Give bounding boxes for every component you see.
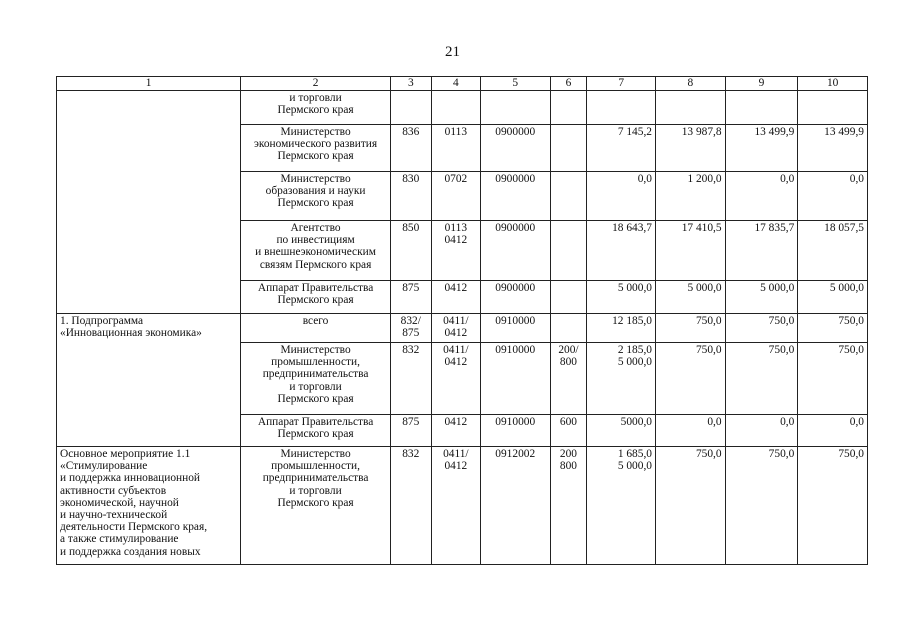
header-cell: 5 (480, 77, 550, 91)
cell-col9: 0,0 (725, 415, 798, 447)
cell-col3: 832 (390, 447, 431, 565)
cell-col3: 830 (390, 172, 431, 221)
executor-cell: всего (241, 314, 391, 343)
cell-col8: 750,0 (655, 447, 725, 565)
cell-col7: 2 185,0 5 000,0 (587, 343, 656, 415)
cell-col3: 836 (390, 125, 431, 172)
cell-col10: 750,0 (798, 314, 868, 343)
cell-col7: 5000,0 (587, 415, 656, 447)
cell-col8: 1 200,0 (655, 172, 725, 221)
cell-col8: 5 000,0 (655, 281, 725, 314)
cell-col6 (550, 281, 587, 314)
cell-col10: 750,0 (798, 447, 868, 565)
cell-col10: 750,0 (798, 343, 868, 415)
cell-col9 (725, 91, 798, 125)
cell-col4: 0411/ 0412 (431, 447, 480, 565)
cell-col8 (655, 91, 725, 125)
cell-col4 (431, 91, 480, 125)
table-row (57, 91, 868, 125)
cell-col6 (550, 221, 587, 281)
cell-col9: 750,0 (725, 447, 798, 565)
cell-col5: 0912002 (480, 447, 550, 565)
page-number: 21 (445, 44, 460, 60)
cell-col3: 832 (390, 343, 431, 415)
cell-col10 (798, 91, 868, 125)
header-cell: 2 (241, 77, 391, 91)
cell-col10: 0,0 (798, 415, 868, 447)
cell-col8: 0,0 (655, 415, 725, 447)
cell-col7: 5 000,0 (587, 281, 656, 314)
cell-col8: 750,0 (655, 343, 725, 415)
cell-col5: 0910000 (480, 343, 550, 415)
header-cell: 3 (390, 77, 431, 91)
cell-col6: 200 800 (550, 447, 587, 565)
cell-col6 (550, 91, 587, 125)
header-cell: 1 (57, 77, 241, 91)
cell-col3 (390, 91, 431, 125)
header-cell: 7 (587, 77, 656, 91)
header-cell: 6 (550, 77, 587, 91)
cell-col9: 13 499,9 (725, 125, 798, 172)
cell-col10: 5 000,0 (798, 281, 868, 314)
cell-col9: 17 835,7 (725, 221, 798, 281)
cell-col10: 18 057,5 (798, 221, 868, 281)
executor-cell: Аппарат Правительства Пермского края (241, 415, 391, 447)
header-cell: 9 (725, 77, 798, 91)
cell-col9: 0,0 (725, 172, 798, 221)
cell-col9: 750,0 (725, 314, 798, 343)
cell-col4: 0113 0412 (431, 221, 480, 281)
cell-col7: 7 145,2 (587, 125, 656, 172)
cell-col3: 850 (390, 221, 431, 281)
header-cell: 4 (431, 77, 480, 91)
cell-col3: 875 (390, 281, 431, 314)
cell-col10: 13 499,9 (798, 125, 868, 172)
cell-col7: 12 185,0 (587, 314, 656, 343)
cell-col5: 0900000 (480, 221, 550, 281)
cell-col4: 0702 (431, 172, 480, 221)
cell-col5: 0900000 (480, 172, 550, 221)
cell-col3: 875 (390, 415, 431, 447)
table-row (57, 314, 868, 343)
executor-cell: Агентство по инвестициям и внешнеэкономическим связям Пермского края (241, 221, 391, 281)
table-header-row (57, 77, 868, 91)
cell-col9: 5 000,0 (725, 281, 798, 314)
cell-col8: 13 987,8 (655, 125, 725, 172)
program-cell (57, 91, 241, 314)
cell-col6 (550, 314, 587, 343)
cell-col5: 0910000 (480, 415, 550, 447)
executor-cell: Министерство промышленности, предпринимательства и торговли Пермского края (241, 447, 391, 565)
cell-col8: 750,0 (655, 314, 725, 343)
cell-col3: 832/ 875 (390, 314, 431, 343)
cell-col5: 0900000 (480, 125, 550, 172)
table-row (57, 447, 868, 565)
executor-cell: Аппарат Правительства Пермского края (241, 281, 391, 314)
cell-col5: 0910000 (480, 314, 550, 343)
cell-col7 (587, 91, 656, 125)
cell-col4: 0412 (431, 281, 480, 314)
executor-cell: Министерство промышленности, предпринимательства и торговли Пермского края (241, 343, 391, 415)
cell-col7: 0,0 (587, 172, 656, 221)
budget-table (56, 76, 868, 565)
program-cell: 1. Подпрограмма «Инновационная экономика» (57, 314, 241, 447)
executor-cell: и торговли Пермского края (241, 91, 391, 125)
cell-col4: 0412 (431, 415, 480, 447)
cell-col7: 18 643,7 (587, 221, 656, 281)
header-cell: 10 (798, 77, 868, 91)
cell-col4: 0411/ 0412 (431, 314, 480, 343)
executor-cell: Министерство экономического развития Пермского края (241, 125, 391, 172)
cell-col10: 0,0 (798, 172, 868, 221)
cell-col9: 750,0 (725, 343, 798, 415)
program-cell: Основное мероприятие 1.1 «Стимулирование и поддержка инновационной активности субъектов экономической, научной и научно-технической деятельности Пермского края, а также стимулирование и поддержка создания новых (57, 447, 241, 565)
cell-col6: 200/ 800 (550, 343, 587, 415)
header-cell: 8 (655, 77, 725, 91)
cell-col6: 600 (550, 415, 587, 447)
cell-col8: 17 410,5 (655, 221, 725, 281)
cell-col5: 0900000 (480, 281, 550, 314)
cell-col5 (480, 91, 550, 125)
cell-col4: 0411/ 0412 (431, 343, 480, 415)
executor-cell: Министерство образования и науки Пермского края (241, 172, 391, 221)
cell-col6 (550, 125, 587, 172)
cell-col6 (550, 172, 587, 221)
cell-col4: 0113 (431, 125, 480, 172)
cell-col7: 1 685,0 5 000,0 (587, 447, 656, 565)
